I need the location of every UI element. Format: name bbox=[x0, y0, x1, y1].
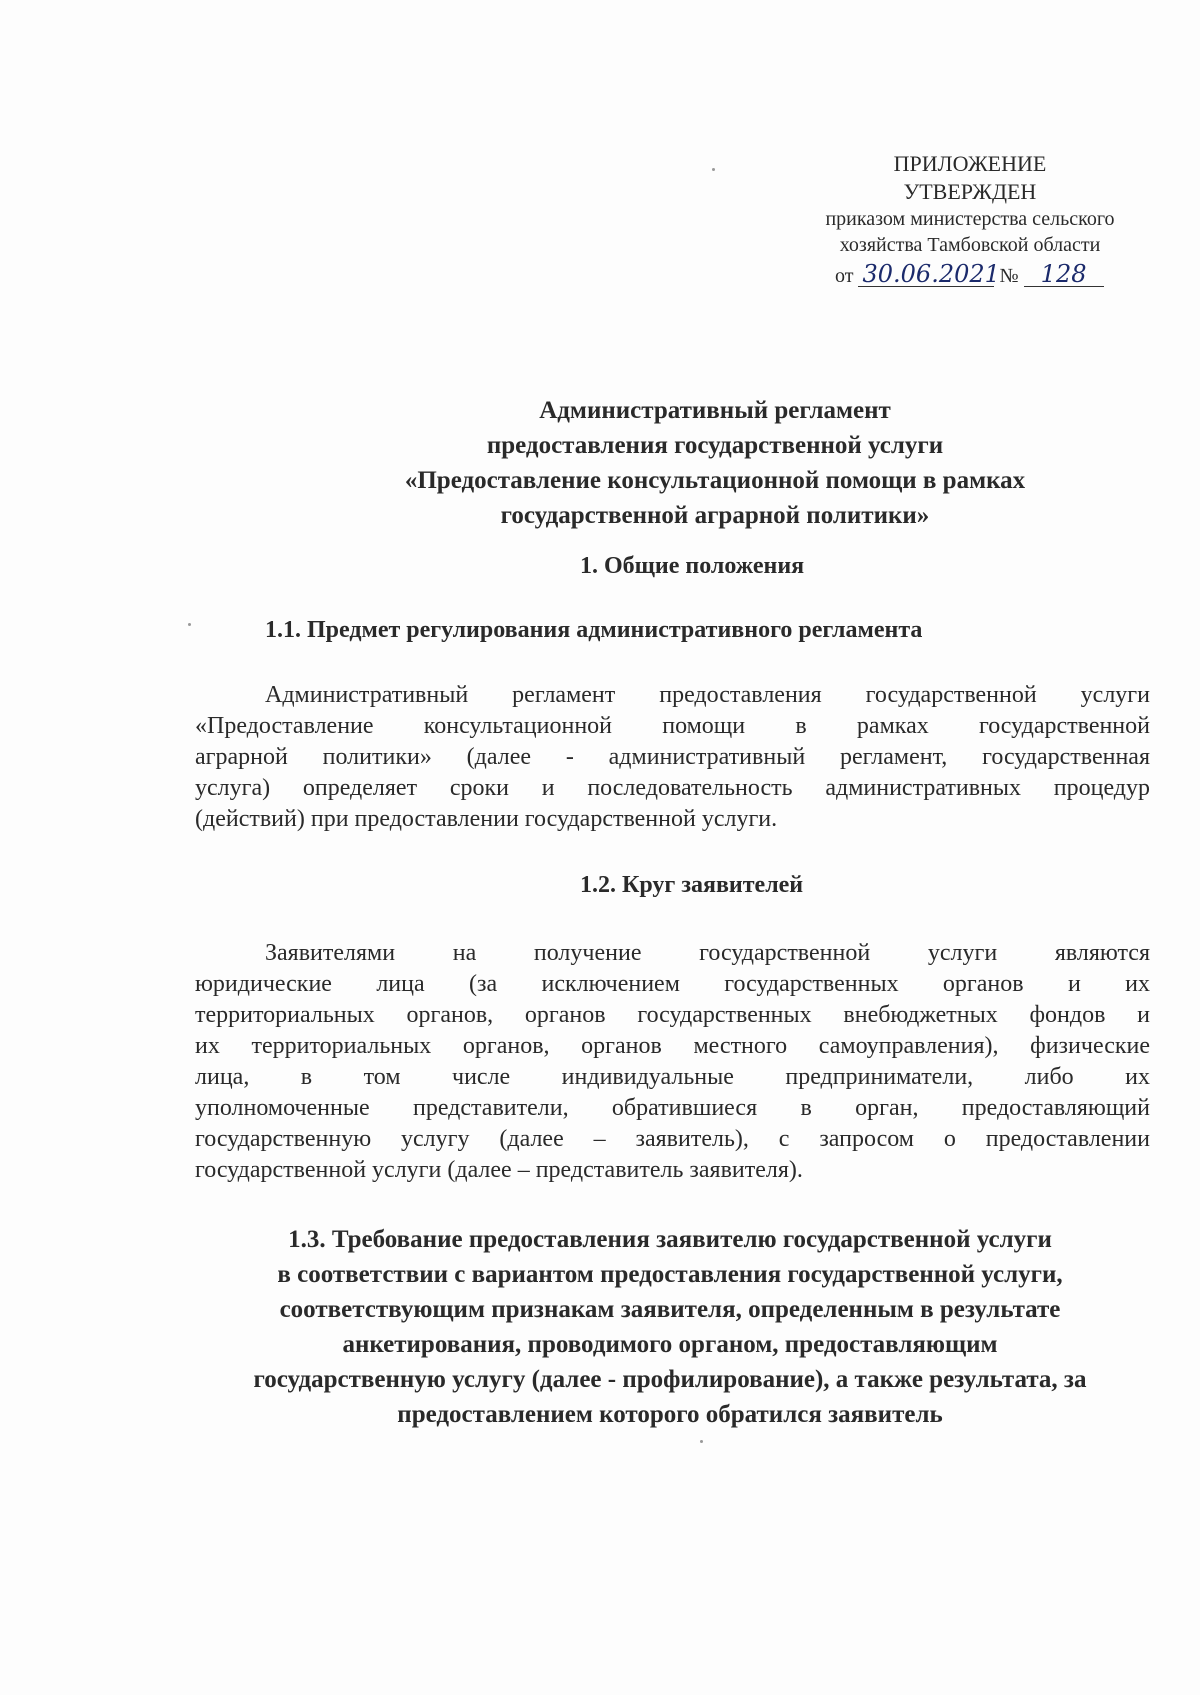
section-1-heading: 1. Общие положения bbox=[580, 553, 805, 579]
approval-block bbox=[770, 150, 1170, 258]
scan-speck bbox=[700, 1440, 703, 1443]
appendix-label: ПРИЛОЖЕНИЕ bbox=[893, 151, 1047, 176]
paragraph-line: «Предоставление консультационной помощи в рамках государственной bbox=[195, 713, 1150, 739]
order-line-2: хозяйства Тамбовской области bbox=[839, 234, 1101, 256]
heading-line: 1.3. Требование предоставления заявителю государственной услуги bbox=[288, 1226, 1052, 1253]
section-1-1-heading: 1.1. Предмет регулирования административного регламента bbox=[265, 617, 923, 643]
title-line: государственной аграрной политики» bbox=[500, 502, 930, 529]
paragraph-line: аграрной политики» (далее - административный регламент, государственная bbox=[195, 744, 1150, 770]
section-1-3-heading bbox=[190, 1222, 1150, 1432]
paragraph-line: Административный регламент предоставления государственной услуги bbox=[265, 682, 1150, 708]
number-prefix: № bbox=[999, 265, 1019, 287]
handwritten-number: 128 bbox=[1024, 262, 1104, 287]
paragraph-line: их территориальных органов, органов местного самоуправления), физические bbox=[195, 1033, 1150, 1059]
paragraph-line: государственную услугу (далее – заявитель), с запросом о предоставлении bbox=[195, 1126, 1150, 1152]
paragraph-line: лица, в том числе индивидуальные предприниматели, либо их bbox=[195, 1064, 1150, 1090]
heading-line: предоставлением которого обратился заявитель bbox=[397, 1401, 943, 1428]
scan-speck bbox=[712, 168, 715, 171]
section-1-2-heading: 1.2. Круг заявителей bbox=[580, 872, 804, 898]
order-line-1: приказом министерства сельского bbox=[825, 208, 1115, 230]
heading-line: государственную услугу (далее - профилирование), а также результата, за bbox=[253, 1366, 1087, 1393]
section-1-1-paragraph bbox=[195, 680, 1150, 835]
paragraph-line: юридические лица (за исключением государственных органов и их bbox=[195, 971, 1150, 997]
title-line: «Предоставление консультационной помощи в рамках bbox=[404, 467, 1026, 494]
paragraph-line: услуга) определяет сроки и последовательность административных процедур bbox=[195, 775, 1150, 801]
section-1-2-paragraph bbox=[195, 938, 1150, 1186]
title-line: Административный регламент bbox=[539, 397, 891, 424]
date-prefix: от bbox=[835, 265, 854, 287]
paragraph-line: (действий) при предоставлении государственной услуги. bbox=[195, 806, 778, 832]
heading-line: в соответствии с вариантом предоставления государственной услуги, bbox=[277, 1261, 1063, 1288]
paragraph-line: государственной услуги (далее – представитель заявителя). bbox=[195, 1157, 803, 1183]
paragraph-line: территориальных органов, органов государственных внебюджетных фондов и bbox=[195, 1002, 1150, 1028]
heading-line: соответствующим признакам заявителя, определенным в результате bbox=[279, 1296, 1061, 1323]
heading-line: анкетирования, проводимого органом, предоставляющим bbox=[342, 1331, 998, 1358]
order-date-line bbox=[835, 262, 1104, 288]
handwritten-date: 30.06.2021 bbox=[858, 262, 994, 287]
paragraph-line: Заявителями на получение государственной услуги являются bbox=[265, 940, 1150, 966]
scan-speck bbox=[188, 623, 191, 626]
document-title bbox=[300, 393, 1130, 533]
title-line: предоставления государственной услуги bbox=[486, 432, 944, 459]
approved-label: УТВЕРЖДЕН bbox=[903, 179, 1037, 204]
paragraph-line: уполномоченные представители, обратившиеся в орган, предоставляющий bbox=[195, 1095, 1150, 1121]
